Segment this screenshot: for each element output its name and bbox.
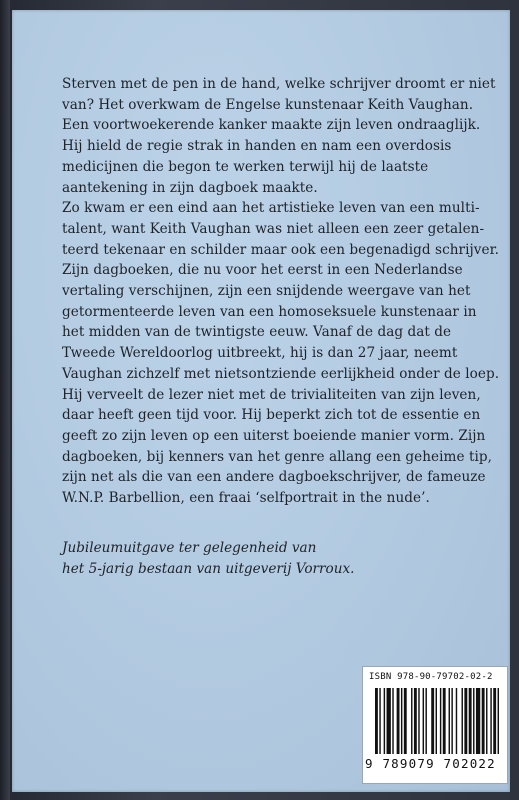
barcode-bars-icon	[375, 688, 499, 754]
tagline-line: Jubileumuitgave ter gelegenheid van	[62, 540, 317, 556]
blurb-line: Een voortwoekerende kanker maakte zijn leven ondraaglijk.	[62, 117, 481, 134]
barcode-digits: 9 789079 702022	[365, 756, 496, 771]
blurb-line: Tweede Wereldoorlog uitbreekt, hij is dan 27 jaar, neemt	[62, 345, 458, 362]
blurb-line: talent, want Keith Vaughan was niet alleen een zeer getalen-	[62, 220, 485, 237]
blurb-line: daar heeft geen tijd voor. Hij beperkt zich tot de essentie en	[62, 407, 481, 424]
blurb-line: Hij hield de regie strak in handen en nam een overdosis	[62, 138, 452, 155]
spine-edge	[0, 0, 10, 800]
anniversary-tagline	[62, 538, 482, 580]
blurb-line: zijn net als die van een andere dagboekschrijver, de fameuze	[62, 469, 486, 486]
blurb-line: W.N.P. Barbellion, een fraai ‘selfportrait in the nude’.	[62, 490, 430, 507]
isbn-label: ISBN 978-90-79702-02-2	[369, 672, 493, 682]
blurb-line: Hij verveelt de lezer niet met de trivialiteiten van zijn leven,	[62, 386, 481, 403]
blurb-line: Vaughan zichzelf met nietsontziende eerlijkheid onder de loep.	[62, 365, 500, 382]
blurb-line: aantekening in zijn dagboek maakte.	[62, 179, 318, 196]
blurb-line: Zijn dagboeken, die nu voor het eerst in een Nederlandse	[62, 262, 463, 279]
isbn-barcode	[362, 666, 508, 784]
blurb-text	[62, 74, 498, 509]
blurb-line: Sterven met de pen in de hand, welke schrijver droomt er niet	[62, 76, 496, 92]
blurb-line: geeft zo zijn leven op een uiterst boeiende manier vorm. Zijn	[62, 427, 486, 444]
blurb-line: van? Het overkwam de Engelse kunstenaar Keith Vaughan.	[62, 96, 474, 113]
blurb-line: medicijnen die begon te werken terwijl hij de laatste	[62, 158, 429, 175]
tagline-line: het 5-jarig bestaan van uitgeverij Vorroux.	[62, 561, 355, 577]
blurb-line: getormenteerde leven van een homoseksuele kunstenaar in	[62, 303, 477, 320]
blurb-line: vertaling verschijnen, zijn een snijdende weergave van het	[62, 283, 471, 300]
blurb-line: dagboeken, bij kenners van het genre allang een geheime tip,	[62, 448, 492, 465]
blurb-line: het midden van de twintigste eeuw. Vanaf de dag dat de	[62, 324, 452, 341]
blurb-line: Zo kwam er een eind aan het artistieke leven van een multi-	[62, 200, 480, 217]
blurb-line: teerd tekenaar en schilder maar ook een begenadigd schrijver.	[62, 241, 500, 258]
